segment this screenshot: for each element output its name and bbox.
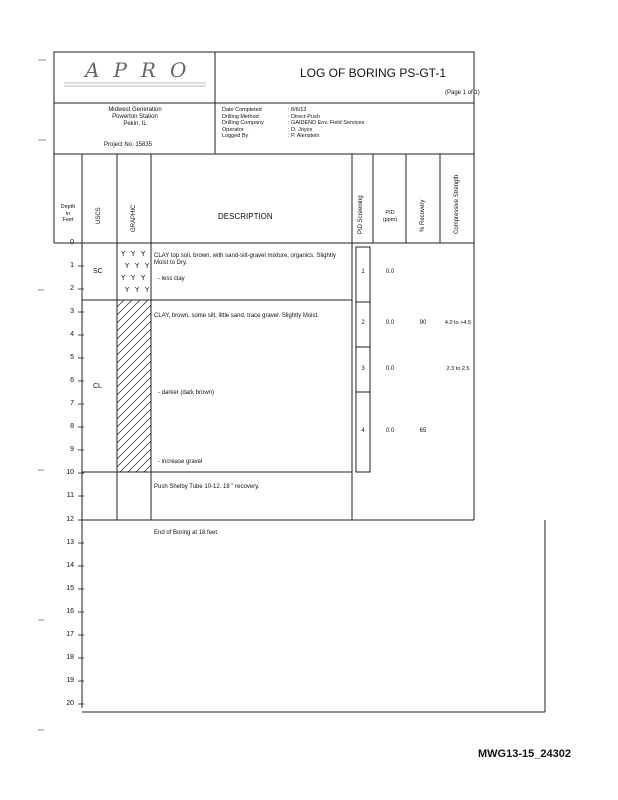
detail-row: Drilling Method : Direct-Push bbox=[222, 113, 320, 120]
pid-value: 0.0 bbox=[385, 366, 395, 372]
strength-value: 2.3 to 2.5 bbox=[446, 366, 470, 372]
layer-description: CLAY, brown, some silt, little sand, trace gravel. Slightly Moist. bbox=[154, 313, 319, 319]
col-header-description: DESCRIPTION bbox=[218, 212, 273, 221]
detail-row: Logged By : P. Alenstein bbox=[222, 133, 320, 139]
site-location: Pekin, IL bbox=[123, 121, 147, 127]
depth-label: 2 bbox=[70, 285, 74, 292]
uscs-code-cl: CL bbox=[93, 383, 102, 390]
note-darker: - darker (dark brown) bbox=[158, 390, 215, 396]
depth-label: 10 bbox=[66, 469, 74, 476]
col-header-uscs: USCS bbox=[96, 207, 102, 224]
pid-value: 0.0 bbox=[385, 428, 395, 434]
svg-text:Y: Y bbox=[141, 250, 146, 258]
depth-label: 19 bbox=[66, 677, 74, 684]
depth-label: 5 bbox=[70, 354, 74, 361]
col-header-compressive: Compressive Strength bbox=[454, 174, 460, 234]
recovery-value: 90 bbox=[419, 320, 427, 326]
page-title: LOG OF BORING PS-GT-1 bbox=[300, 66, 447, 80]
svg-text:Y: Y bbox=[125, 262, 130, 270]
depth-label: 11 bbox=[66, 492, 74, 499]
depth-label: 3 bbox=[70, 308, 74, 315]
depth-label: 7 bbox=[70, 400, 74, 407]
depth-label: 0 bbox=[70, 239, 74, 246]
recovery-value: 65 bbox=[419, 428, 427, 434]
depth-label: 18 bbox=[66, 654, 74, 661]
detail-row: Drilling Company : GAIDEND Env. Field Services bbox=[222, 120, 365, 126]
layer-description: CLAY top soil, brown, with sand-silt-gravel mixture, organics. Slightly Moist to Dry. bbox=[154, 253, 336, 266]
depth-label: 17 bbox=[66, 631, 74, 638]
depth-label: 14 bbox=[66, 562, 74, 569]
sample-number: 3 bbox=[361, 366, 365, 372]
depth-label: 6 bbox=[70, 377, 74, 384]
svg-text:Y: Y bbox=[121, 250, 126, 258]
site-station: Powerton Station bbox=[112, 114, 158, 120]
strength-value: 4.0 to >4.5 bbox=[444, 320, 472, 326]
svg-text:Y: Y bbox=[135, 262, 140, 270]
note-end-of-boring: End of Boring at 18 feet. bbox=[154, 530, 219, 536]
svg-text:Y: Y bbox=[145, 262, 150, 270]
site-info bbox=[80, 107, 190, 128]
pid-value: 0.0 bbox=[385, 269, 395, 275]
uscs-code-sc: SC bbox=[93, 268, 103, 275]
svg-text:Y: Y bbox=[121, 274, 126, 282]
note-increase-gravel: - increase gravel bbox=[158, 459, 203, 465]
svg-text:Y: Y bbox=[145, 286, 150, 294]
depth-label: 13 bbox=[66, 539, 74, 546]
col-header-recovery: % Recovery bbox=[420, 199, 426, 232]
col-header-pid: PID (ppm) bbox=[382, 210, 398, 223]
col-header-graphic: GRAPHIC bbox=[131, 204, 137, 232]
boring-details bbox=[222, 107, 364, 140]
document-id: MWG13-15_24302 bbox=[478, 748, 571, 760]
pid-value: 0.0 bbox=[385, 320, 395, 326]
sample-number: 2 bbox=[361, 320, 365, 326]
col-header-depth: Depth in Feet bbox=[60, 204, 76, 223]
detail-row: Operator : D. Joyce bbox=[222, 126, 313, 133]
page-number: (Page 1 of 1) bbox=[445, 90, 480, 96]
depth-label: 20 bbox=[66, 700, 74, 707]
depth-label: 9 bbox=[70, 446, 74, 453]
detail-row: Date Completed : 8/6/13 bbox=[222, 107, 307, 113]
note-shelby-tube: Push Shelby Tube 10-12. 18 " recovery. bbox=[154, 484, 260, 490]
sample-number: 1 bbox=[361, 269, 365, 275]
col-header-pid-screening: PID Screening bbox=[358, 195, 364, 234]
svg-text:Y: Y bbox=[141, 274, 146, 282]
depth-label: 8 bbox=[70, 423, 74, 430]
depth-label: 16 bbox=[66, 608, 74, 615]
depth-label: 12 bbox=[66, 516, 74, 523]
project-number: Project No. 15835 bbox=[104, 142, 153, 148]
svg-text:Y: Y bbox=[135, 286, 140, 294]
depth-label: 4 bbox=[70, 331, 74, 338]
svg-text:Y: Y bbox=[125, 286, 130, 294]
note-less-clay: - less clay bbox=[158, 276, 185, 282]
svg-text:Y: Y bbox=[131, 274, 136, 282]
sample-number: 4 bbox=[361, 428, 365, 434]
depth-label: 15 bbox=[66, 585, 74, 592]
site-company: Midwest Generation bbox=[108, 107, 162, 113]
depth-label: 1 bbox=[70, 262, 74, 269]
svg-text:Y: Y bbox=[131, 250, 136, 258]
company-logo: APRO bbox=[85, 58, 201, 82]
